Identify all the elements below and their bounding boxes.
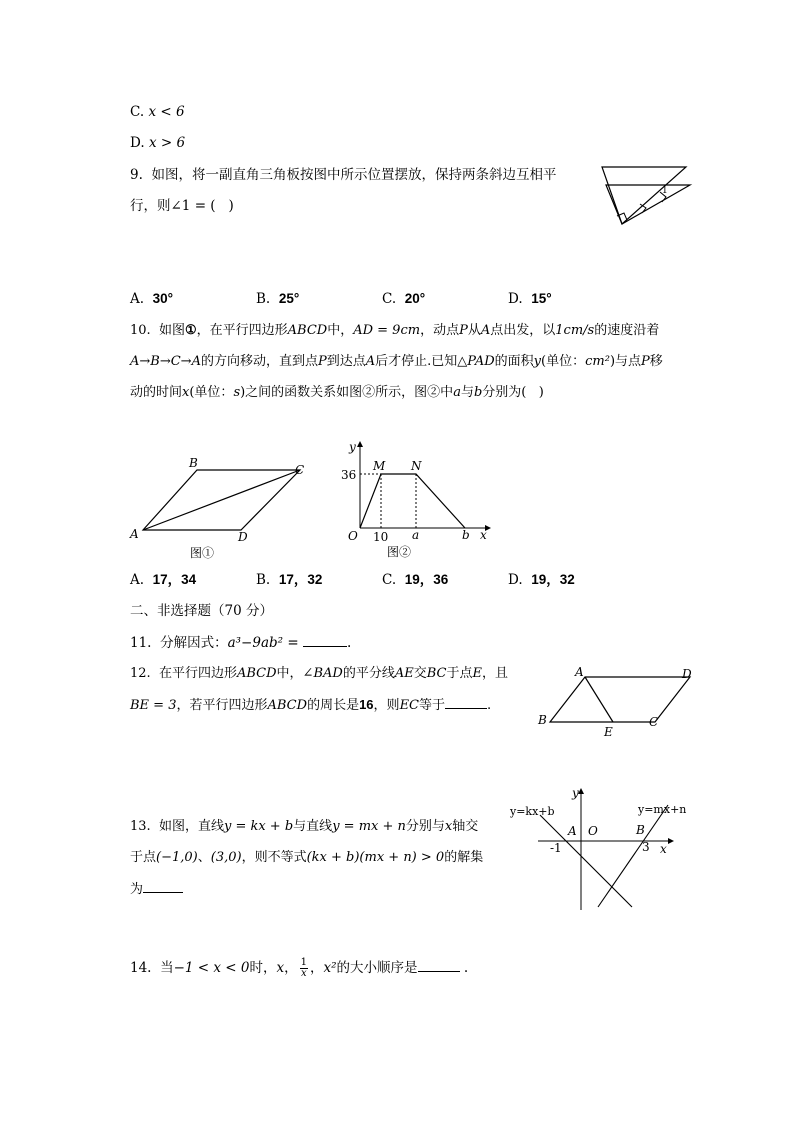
question-number: 11. <box>130 635 152 651</box>
text: 的大小顺序是 <box>336 960 418 976</box>
label-d: D <box>682 667 692 681</box>
text: 于点 <box>130 850 157 865</box>
figure-caption: 图② <box>387 545 412 559</box>
text: 、 <box>197 850 211 865</box>
text: AE <box>394 666 414 681</box>
text: . <box>487 698 492 713</box>
question-number: 14. <box>130 960 152 976</box>
option-letter: D. <box>508 572 523 588</box>
point-a: A <box>568 824 577 838</box>
q13-line1 <box>130 818 478 836</box>
text: 与直线 <box>293 819 333 834</box>
text: E <box>472 666 482 681</box>
text: ABCD <box>287 323 328 338</box>
text: ，则不等式 <box>241 850 307 865</box>
tick-10: 10 <box>373 530 389 544</box>
q9-line1 <box>130 166 556 184</box>
text: x <box>182 385 190 400</box>
text: s <box>233 385 241 400</box>
text: 到达点 <box>326 354 366 369</box>
option-expr: x > 6 <box>148 135 186 151</box>
tick-minus-1: -1 <box>550 841 562 855</box>
question-number: 12. <box>130 666 151 681</box>
point-b: B <box>636 823 645 837</box>
label-c: C <box>295 463 305 477</box>
text: P <box>459 323 468 338</box>
q12-line1 <box>130 665 508 683</box>
y-axis-arrow <box>578 788 584 794</box>
option-letter: C. <box>382 572 397 588</box>
text: 的面积 <box>494 354 534 369</box>
option-letter: A. <box>130 291 145 307</box>
text: A <box>480 323 491 338</box>
text: 1cm/s <box>555 323 595 338</box>
option-expr: x < 6 <box>148 104 185 120</box>
text: 于点 <box>446 666 473 681</box>
figure-caption: 图① <box>190 546 215 560</box>
answer-blank[interactable] <box>418 971 460 972</box>
text: −1 < x < 0 <box>173 960 250 976</box>
q9-option-b <box>256 290 299 308</box>
option-letter: D. <box>130 135 145 151</box>
text: 分别为( <box>482 385 527 400</box>
q9-line2 <box>130 197 234 215</box>
function-graph <box>360 474 465 528</box>
text: y = kx + b <box>223 819 294 834</box>
q10-graph-figure <box>335 438 495 568</box>
text: 分别与 <box>405 819 445 834</box>
q10-option-a <box>130 571 196 589</box>
text: a³−9ab² <box>227 635 284 651</box>
parallelogram-abcd <box>550 677 690 722</box>
text: P <box>317 354 327 369</box>
y-axis-label: y <box>572 786 579 800</box>
text: . <box>346 635 352 651</box>
q9-option-a <box>130 290 173 308</box>
label-d: D <box>238 530 248 544</box>
text: a <box>453 385 461 400</box>
option-letter: D. <box>508 291 523 307</box>
q13-line2 <box>130 849 483 867</box>
line-kx-plus-b <box>540 815 632 907</box>
label-b: B <box>538 713 547 727</box>
text: 中， <box>276 666 303 681</box>
text: y <box>533 354 542 369</box>
q9-option-c <box>382 290 425 308</box>
q9-triangles-figure <box>598 164 698 228</box>
text: 移 <box>649 354 663 369</box>
option-letter: C. <box>382 291 397 307</box>
option-text: 20° <box>404 291 426 306</box>
text: ， <box>284 960 298 976</box>
line-mx-n-label: y=mx+n <box>638 803 687 816</box>
text: )与点 <box>609 354 642 369</box>
text: ① <box>184 322 197 337</box>
text: (单位： <box>541 354 586 369</box>
q12-parallelogram-figure <box>535 662 700 742</box>
option-text: 15° <box>531 291 552 306</box>
line-kx-b-label: y=kx+b <box>510 805 555 818</box>
option-letter: A. <box>130 572 145 588</box>
text: x <box>444 819 453 834</box>
text: (−1,0) <box>156 850 198 865</box>
fraction-1-over-x <box>300 958 308 979</box>
question-text: 如图，将一副直角三角板按图中所示位置摆放，保持两条斜边互相平 <box>151 167 557 183</box>
q9-option-d <box>508 290 552 308</box>
section-heading: 二、非选择题（70 分） <box>130 603 273 619</box>
x-axis-label: x <box>480 528 487 542</box>
question-text: ∠1 = ( <box>170 198 216 214</box>
option-text: 30° <box>152 291 174 306</box>
text: ，若平行四边形 <box>176 698 268 713</box>
text: ，则 <box>373 698 400 713</box>
option-text: 19，36 <box>404 572 449 587</box>
text: 的周长是 <box>307 698 360 713</box>
q10-line2 <box>130 353 663 371</box>
text: A→B→C→A <box>130 354 201 369</box>
text: = <box>283 635 303 651</box>
question-text: 行，则 <box>130 198 171 214</box>
text: x <box>276 960 285 976</box>
text: 如图，直线 <box>158 819 224 834</box>
text: 与 <box>460 385 474 400</box>
option-text: 19，32 <box>531 572 575 587</box>
q13-line3 <box>130 881 183 899</box>
text: 中， <box>327 323 354 338</box>
text: ， <box>309 960 324 976</box>
q8-option-d <box>130 134 185 152</box>
text: )之间的函数关系如图②所示，图②中 <box>240 385 454 400</box>
x-axis-label: x <box>660 842 667 856</box>
text: 16 <box>359 697 374 712</box>
text: AD = 9cm <box>353 323 421 338</box>
q11-line <box>130 634 351 652</box>
q10-line3 <box>130 384 544 402</box>
text: 的平分线 <box>342 666 395 681</box>
text: A <box>365 354 376 369</box>
point-n: N <box>411 459 422 473</box>
x-axis-arrow <box>668 838 674 844</box>
point-m: M <box>373 459 386 473</box>
text: BC <box>426 666 447 681</box>
label-a: A <box>575 665 584 679</box>
origin-label: O <box>588 824 598 838</box>
text: ，且 <box>482 666 509 681</box>
option-letter: B. <box>256 572 271 588</box>
option-letter: B. <box>256 291 271 307</box>
option-letter: C. <box>130 104 145 120</box>
text: 交 <box>413 666 427 681</box>
question-text: ) <box>228 198 234 214</box>
text: x² <box>323 960 337 976</box>
text: BE = 3 <box>130 698 177 713</box>
q12-line2 <box>130 696 491 715</box>
question-number: 13. <box>130 819 151 834</box>
option-text: 25° <box>278 291 300 306</box>
tick-a: a <box>412 528 420 542</box>
text: △PAD <box>457 354 495 369</box>
tick-3: 3 <box>642 840 650 854</box>
fraction-denominator: x <box>300 968 307 979</box>
triangle-a <box>602 167 686 224</box>
text: 时， <box>249 960 277 976</box>
question-number: 9. <box>130 167 143 183</box>
text: (单位： <box>189 385 234 400</box>
text: ABCD <box>267 698 308 713</box>
tick-36: 36 <box>341 468 357 482</box>
text: 分解因式： <box>160 635 228 651</box>
y-axis-arrow <box>357 441 363 447</box>
text: 轴交 <box>452 819 479 834</box>
q10-option-d <box>508 571 575 589</box>
q10-line1 <box>130 321 659 340</box>
line-mx-plus-n <box>598 805 668 907</box>
answer-blank[interactable] <box>445 708 487 709</box>
text: b <box>473 385 483 400</box>
triangle-b <box>606 185 690 224</box>
text: ABCD <box>236 666 277 681</box>
tick-b: b <box>462 528 470 542</box>
label-b: B <box>189 456 198 470</box>
text: ，在平行四边形 <box>196 323 288 338</box>
text: ，动点 <box>420 323 460 338</box>
text: ∠BAD <box>302 666 343 681</box>
label-a: A <box>130 527 139 541</box>
label-c: C <box>649 715 659 729</box>
answer-blank[interactable] <box>303 646 347 647</box>
text: 在平行四边形 <box>158 666 237 681</box>
text: cm² <box>585 354 610 369</box>
option-text: 17，32 <box>278 572 323 587</box>
label-e: E <box>604 725 613 739</box>
y-axis-label: y <box>349 440 356 454</box>
answer-blank[interactable] <box>143 892 183 893</box>
bisector-ae <box>585 677 613 722</box>
text: 从 <box>467 323 481 338</box>
text: 的解集 <box>444 850 484 865</box>
q13-lines-figure <box>508 785 698 915</box>
text: 等于 <box>419 698 446 713</box>
text: (kx + b)(mx + n) > 0 <box>306 850 445 865</box>
q14-line <box>130 958 468 979</box>
text: 当 <box>160 960 174 976</box>
text: 动的时间 <box>130 385 183 400</box>
q10-option-c <box>382 571 448 589</box>
q10-option-b <box>256 571 322 589</box>
text: ) <box>538 385 544 400</box>
text: 的方向移动，直到点 <box>200 354 318 369</box>
q8-option-c <box>130 103 185 121</box>
text: EC <box>399 698 419 713</box>
text: (3,0) <box>210 850 242 865</box>
text: y = mx + n <box>332 819 406 834</box>
text: 的速度沿着 <box>594 323 660 338</box>
q10-parallelogram-figure <box>125 455 315 565</box>
diagonal-ac <box>143 470 300 530</box>
text: 点出发，以 <box>490 323 556 338</box>
origin-label: O <box>348 529 358 543</box>
text: 后才停止.已知 <box>375 354 458 369</box>
option-text: 17，34 <box>152 572 197 587</box>
question-number: 10. <box>130 323 151 338</box>
text: P <box>641 354 650 369</box>
text: 为 <box>130 882 144 897</box>
text: . <box>463 960 469 976</box>
angle-1-label: 1 <box>662 186 668 196</box>
text: 如图 <box>158 323 185 338</box>
fraction-numerator: 1 <box>300 957 307 968</box>
